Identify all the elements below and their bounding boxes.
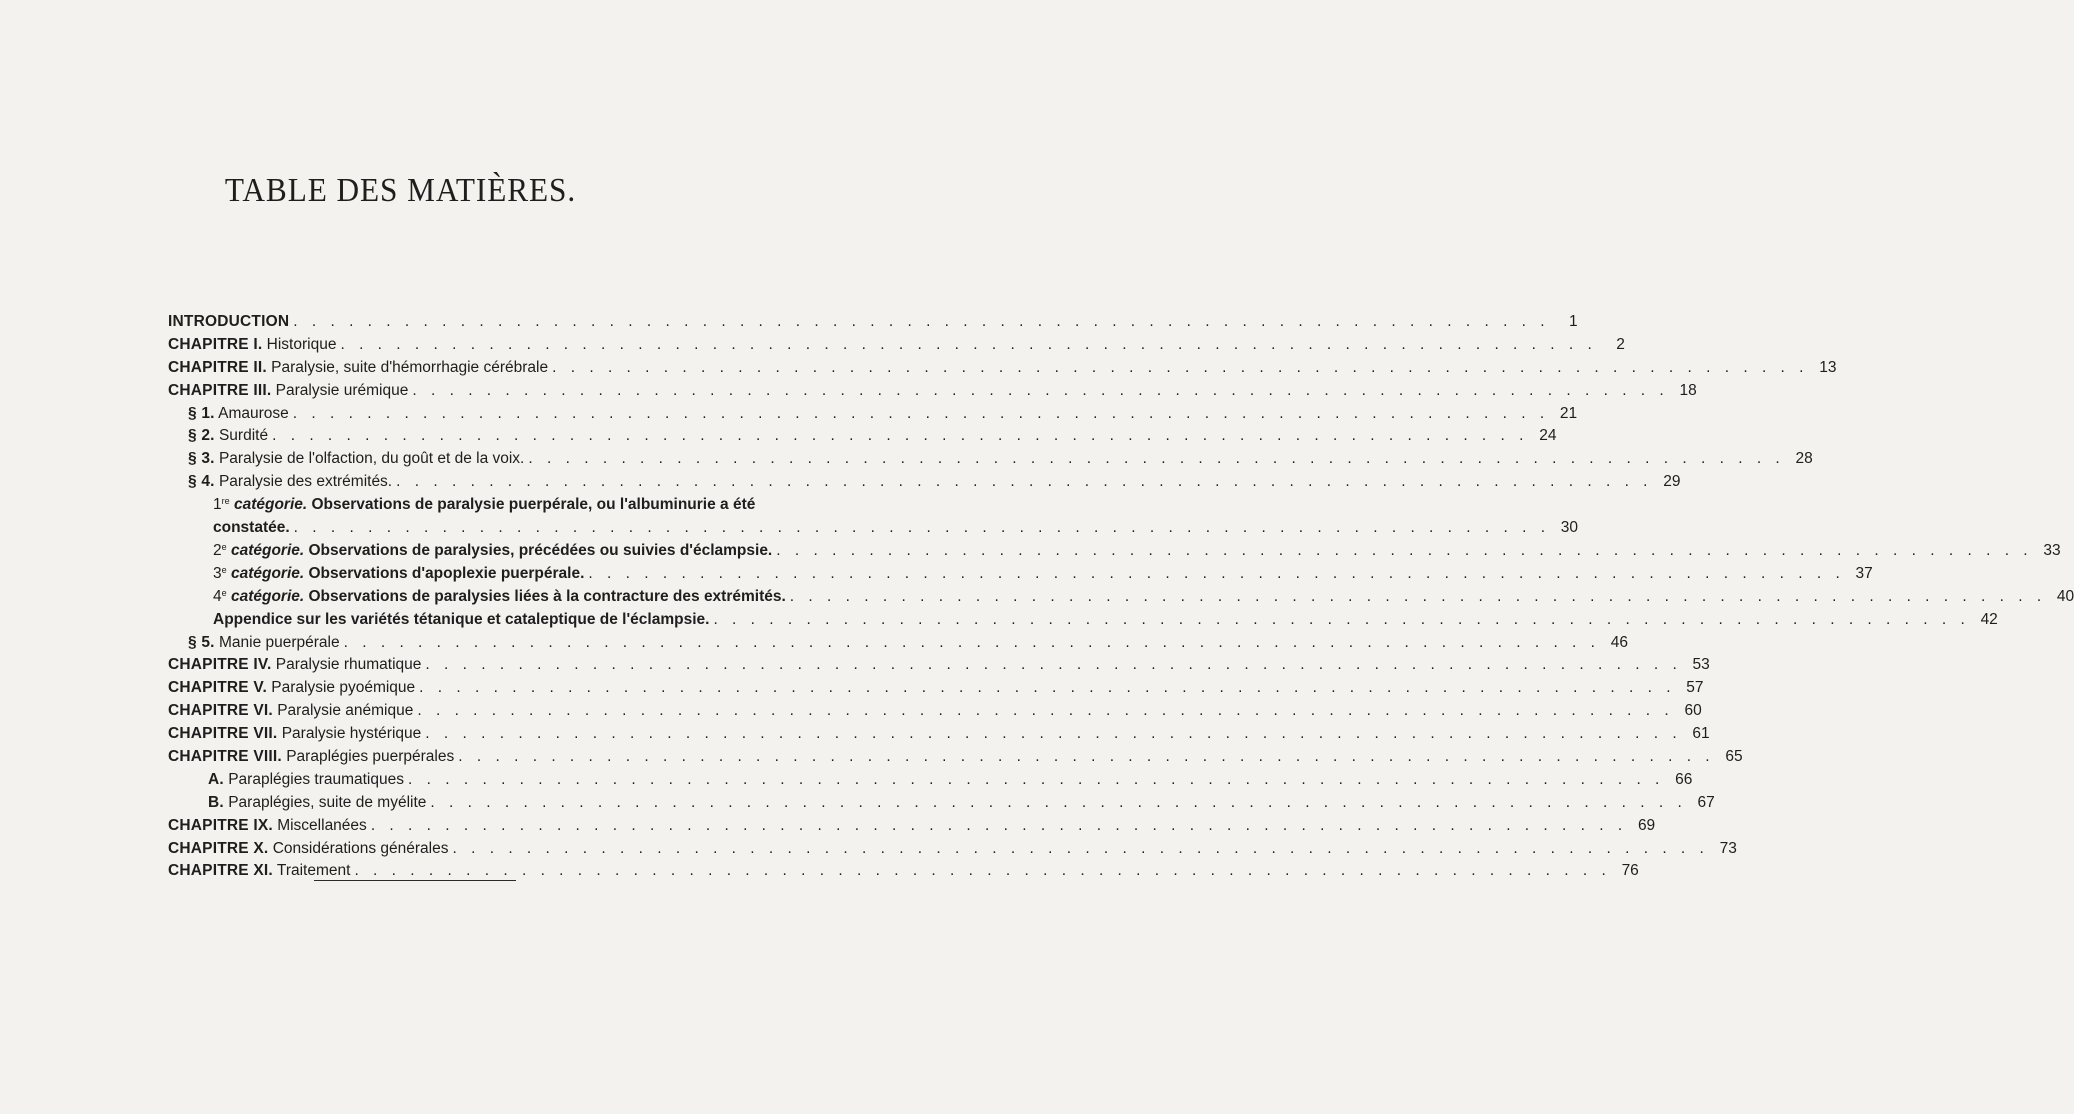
entry-page-number: 73 xyxy=(1719,839,1737,857)
dot-leader xyxy=(548,357,1808,380)
entry-label xyxy=(188,425,268,448)
table-of-contents xyxy=(168,311,2074,883)
entry-number-suffix: e xyxy=(221,564,227,575)
entry-page-number: 61 xyxy=(1692,725,1710,743)
toc-entry xyxy=(168,838,1737,861)
entry-number-suffix: re xyxy=(221,496,230,507)
entry-page-number: 60 xyxy=(1684,702,1702,720)
dot-leader xyxy=(524,448,1784,471)
entry-heading: CHAPITRE IV. xyxy=(168,656,272,674)
entry-label xyxy=(168,334,336,357)
entry-label xyxy=(168,654,421,677)
entry-heading: CHAPITRE IX. xyxy=(168,816,273,834)
entry-page-number: 42 xyxy=(1980,610,1998,628)
entry-label xyxy=(168,357,548,380)
entry-label xyxy=(213,609,709,632)
entry-heading: A. xyxy=(208,770,224,788)
entry-page-number: 40 xyxy=(2056,587,2074,605)
entry-page-number: 13 xyxy=(1819,358,1837,376)
entry-text: Miscellanées xyxy=(277,816,367,834)
entry-text: Paralysie pyoémique xyxy=(271,679,416,697)
entry-heading: § 5. xyxy=(188,633,215,651)
entry-text: Appendice sur les variétés tétanique et cataleptique de l'éclampsie. xyxy=(213,610,710,628)
toc-entry xyxy=(168,494,1579,540)
entry-text: Paralysie rhumatique xyxy=(275,656,422,674)
entry-label xyxy=(208,792,426,815)
entry-heading: § 1. xyxy=(188,404,215,422)
toc-entry xyxy=(168,448,1813,471)
entry-category: catégorie. xyxy=(233,496,308,514)
entry-text: Paraplégies, suite de myélite xyxy=(228,793,427,811)
entry-number-suffix: e xyxy=(221,541,227,552)
entry-heading: CHAPITRE X. xyxy=(168,839,269,857)
entry-text: Amaurose xyxy=(218,404,289,422)
dot-leader xyxy=(415,677,1675,700)
toc-entry xyxy=(168,815,1656,838)
dot-leader xyxy=(454,746,1714,769)
dot-leader xyxy=(408,380,1668,403)
entry-text: Historique xyxy=(266,335,337,353)
entry-label xyxy=(188,632,340,655)
toc-entry xyxy=(168,677,1704,700)
dot-leader xyxy=(404,769,1664,792)
toc-entry xyxy=(168,403,1578,426)
entry-text: Manie puerpérale xyxy=(218,633,340,651)
entry-number: 2 xyxy=(213,541,222,559)
entry-text: Paralysie des extrémités. xyxy=(218,473,393,491)
toc-entry xyxy=(168,425,1557,448)
entry-page-number: 53 xyxy=(1692,656,1710,674)
entry-heading: § 2. xyxy=(188,427,215,445)
dot-leader xyxy=(350,860,1610,883)
toc-entry xyxy=(168,654,1710,677)
entry-category: catégorie. xyxy=(230,541,305,559)
entry-label xyxy=(168,838,448,861)
entry-page-number: 24 xyxy=(1539,427,1557,445)
toc-entry xyxy=(168,334,1625,357)
dot-leader xyxy=(289,403,1549,426)
entry-label xyxy=(213,563,584,586)
entry-heading: CHAPITRE III. xyxy=(168,381,272,399)
dot-leader xyxy=(340,632,1600,655)
entry-text: Observations d'apoplexie puerpérale. xyxy=(308,564,585,582)
entry-label xyxy=(168,746,454,769)
dot-leader xyxy=(426,792,1686,815)
dot-leader xyxy=(421,723,1681,746)
entry-heading: CHAPITRE XI. xyxy=(168,862,273,880)
entry-page-number: 37 xyxy=(1855,564,1873,582)
toc-entry xyxy=(168,540,2061,563)
entry-heading: CHAPITRE I. xyxy=(168,335,263,353)
toc-entry xyxy=(168,792,1715,815)
toc-entry xyxy=(168,700,1702,723)
entry-text: Paraplégies puerpérales xyxy=(286,747,455,765)
dot-leader xyxy=(336,334,1596,357)
entry-page-number: 18 xyxy=(1679,381,1697,399)
toc-list xyxy=(168,311,2074,883)
entry-label xyxy=(168,700,413,723)
entry-page-number: 65 xyxy=(1725,747,1743,765)
toc-entry-line xyxy=(213,494,756,517)
entry-number: 4 xyxy=(213,587,222,605)
entry-page-number: 69 xyxy=(1637,816,1656,834)
entry-heading: § 4. xyxy=(188,473,215,491)
entry-page-number: 29 xyxy=(1663,473,1681,491)
entry-label xyxy=(213,540,772,563)
entry-text: Paraplégies traumatiques xyxy=(228,770,404,788)
entry-category: catégorie. xyxy=(230,564,305,582)
dot-leader xyxy=(290,517,1550,540)
entry-page-number: 1 xyxy=(1568,313,1578,330)
dot-leader xyxy=(289,311,1549,334)
entry-category: catégorie. xyxy=(230,587,305,605)
entry-page-number: 2 xyxy=(1616,335,1625,353)
entry-page-number: 46 xyxy=(1610,633,1628,651)
entry-label xyxy=(168,815,367,838)
entry-text: Paralysie de l'olfaction, du goût et de la voix. xyxy=(218,450,525,468)
entry-page-number: 33 xyxy=(2043,541,2061,559)
entry-label xyxy=(168,380,408,403)
entry-label xyxy=(188,403,289,426)
entry-page-number: 76 xyxy=(1621,862,1639,880)
entry-text: Paralysie anémique xyxy=(277,702,414,720)
entry-page-number: 28 xyxy=(1795,450,1813,468)
toc-entry xyxy=(168,357,1837,380)
toc-entry xyxy=(168,380,1697,403)
entry-label xyxy=(188,471,392,494)
entry-page-number: 30 xyxy=(1560,519,1579,537)
entry-number: 3 xyxy=(213,564,222,582)
entry-label xyxy=(188,448,524,471)
entry-label xyxy=(168,311,289,334)
entry-text: Observations de paralysies liées à la contracture des extrémités. xyxy=(308,587,786,605)
toc-entry xyxy=(168,632,1628,655)
entry-number: 1 xyxy=(213,496,222,514)
entry-heading: CHAPITRE VI. xyxy=(168,702,273,720)
entry-page-number: 57 xyxy=(1686,679,1704,697)
page-title: TABLE DES MATIÈRES. xyxy=(224,172,577,209)
dot-leader xyxy=(421,654,1681,677)
entry-text: Observations de paralysies, précédées ou suivies d'éclampsie. xyxy=(308,541,773,559)
entry-heading: CHAPITRE VII. xyxy=(168,725,278,743)
entry-heading: INTRODUCTION xyxy=(168,313,290,330)
toc-entry xyxy=(168,563,1873,586)
entry-text: Paralysie urémique xyxy=(275,381,409,399)
entry-label xyxy=(213,586,786,609)
toc-entry xyxy=(168,746,1743,769)
toc-entry xyxy=(168,586,2074,609)
entry-number-suffix: e xyxy=(221,587,227,598)
dot-leader xyxy=(268,425,1528,448)
entry-label xyxy=(168,723,421,746)
entry-label xyxy=(208,769,404,792)
dot-leader xyxy=(413,700,1673,723)
toc-entry xyxy=(168,769,1693,792)
entry-page-number: 66 xyxy=(1675,770,1693,788)
toc-entry xyxy=(168,609,1998,632)
entry-heading: CHAPITRE II. xyxy=(168,358,267,376)
toc-entry xyxy=(168,311,1578,334)
dot-leader xyxy=(367,815,1627,838)
bottom-rule xyxy=(314,880,516,881)
entry-text: Paralysie, suite d'hémorrhagie cérébrale xyxy=(271,358,549,376)
dot-leader xyxy=(584,563,1844,586)
toc-entry xyxy=(168,471,1681,494)
dot-leader xyxy=(709,609,1969,632)
entry-heading: CHAPITRE V. xyxy=(168,679,267,697)
entry-label xyxy=(168,677,415,700)
entry-page-number: 67 xyxy=(1697,793,1715,811)
entry-text: Surdité xyxy=(218,427,269,445)
entry-text: Paralysie hystérique xyxy=(281,725,422,743)
entry-page-number: 21 xyxy=(1559,404,1578,422)
dot-leader xyxy=(772,540,2032,563)
toc-entry xyxy=(168,723,1710,746)
entry-text-continued: constatée. xyxy=(213,519,290,537)
entry-text: Considérations générales xyxy=(272,839,449,857)
entry-heading: CHAPITRE VIII. xyxy=(168,747,282,765)
dot-leader xyxy=(786,586,2046,609)
dot-leader xyxy=(448,838,1708,861)
entry-heading: § 3. xyxy=(188,450,215,468)
dot-leader xyxy=(392,471,1652,494)
entry-heading: B. xyxy=(208,793,224,811)
entry-text: Observations de paralysie puerpérale, ou l'albuminurie a été xyxy=(311,496,756,514)
entry-text: Traitement xyxy=(276,862,351,880)
